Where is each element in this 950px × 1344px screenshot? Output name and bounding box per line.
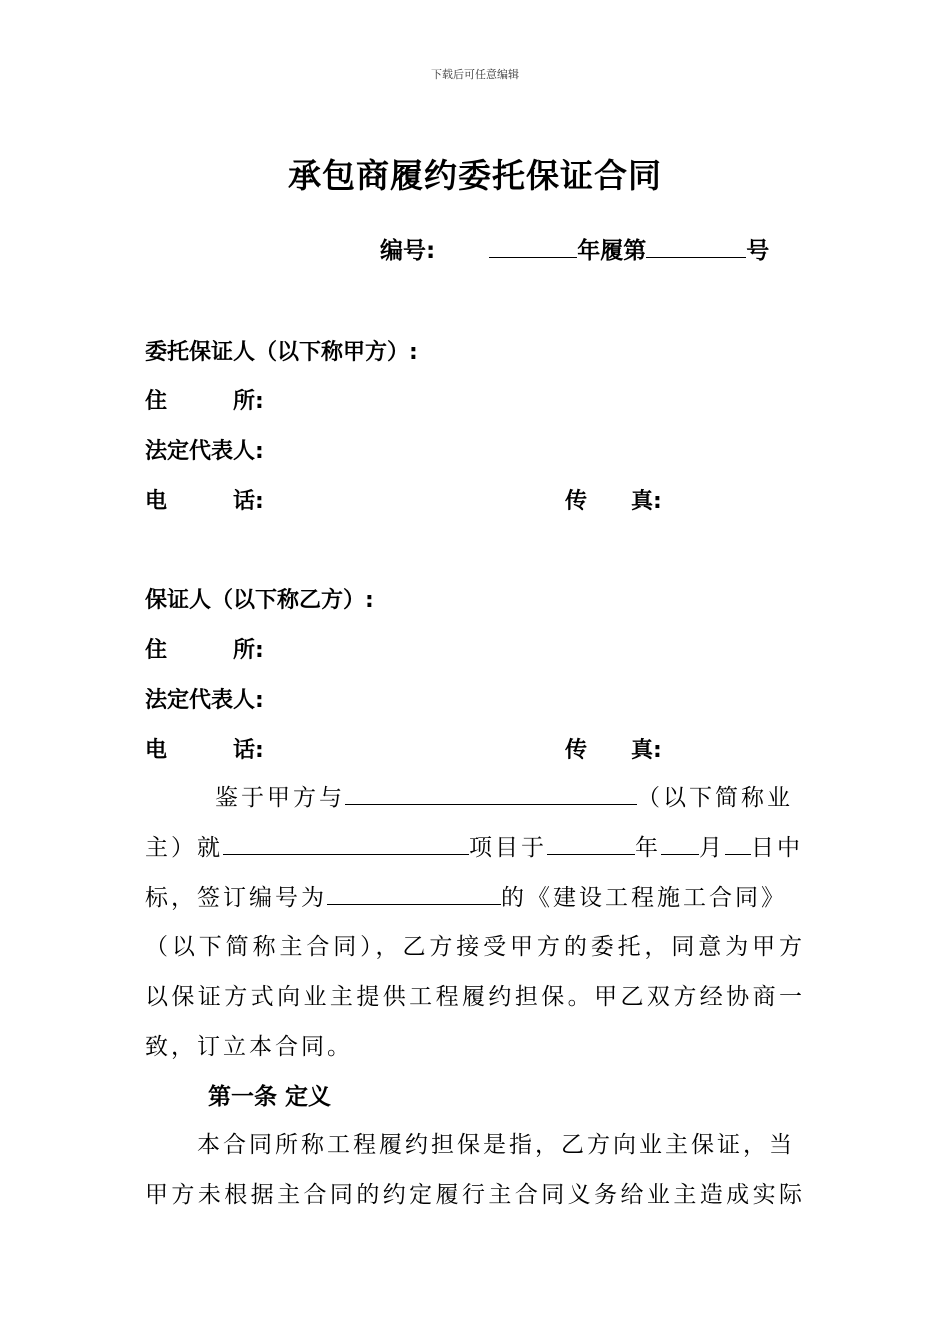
document-title: 承包商履约委托保证合同 — [288, 156, 662, 195]
header-note: 下载后可任意编辑 — [431, 68, 519, 81]
article-1-line-1 — [145, 1128, 805, 1162]
recital-text-7: 日中 — [751, 835, 803, 861]
project-blank — [223, 830, 469, 855]
article-1-text-1: 本合同所称工程履约担保是指，乙方向业主保证，当 — [197, 1132, 795, 1158]
recital-text-3: 主）就 — [145, 835, 223, 861]
owner-blank — [345, 780, 637, 805]
recital-text-2: （以下简称业 — [637, 785, 793, 811]
year-date-blank — [547, 830, 635, 855]
serial-blank — [646, 235, 746, 258]
recital-text-9: 的《建设工程施工合同》 — [501, 885, 787, 911]
contract-number-line — [380, 232, 769, 265]
recital-text-8: 标，签订编号为 — [145, 885, 327, 911]
party-b-fax-label: 传 真: — [565, 738, 662, 763]
article-1-heading: 第一条 定义 — [208, 1084, 332, 1110]
recital-text-4: 项目于 — [469, 835, 547, 861]
party-a-fax-label: 传 真: — [565, 489, 662, 514]
number-suffix: 号 — [746, 238, 770, 264]
party-a-phone-label: 电 话: — [145, 489, 264, 514]
recital-text-5: 年 — [635, 835, 661, 861]
number-label: 编号: — [380, 238, 436, 264]
year-text: 年履第 — [577, 238, 647, 264]
party-a-rep-label: 法定代表人: — [145, 439, 264, 464]
recital-text-1: 鉴于甲方与 — [215, 785, 345, 811]
year-blank — [489, 235, 577, 258]
party-b-rep-label: 法定代表人: — [145, 688, 264, 713]
recital-line-6: 致，订立本合同。 — [145, 1034, 353, 1060]
recital-line-2 — [145, 830, 805, 864]
recital-line-5: 以保证方式向业主提供工程履约担保。甲乙双方经协商一 — [145, 984, 805, 1010]
party-b-phone-label: 电 话: — [145, 738, 264, 763]
day-blank — [725, 830, 751, 855]
recital-line-1 — [145, 780, 805, 814]
recital-text-6: 月 — [699, 835, 725, 861]
contract-number-blank — [327, 880, 501, 905]
recital-line-4: （以下简称主合同），乙方接受甲方的委托，同意为甲方 — [145, 934, 805, 960]
party-b-heading: 保证人（以下称乙方）: — [145, 588, 374, 613]
party-a-heading: 委托保证人（以下称甲方）: — [145, 340, 418, 365]
article-1-line-2: 甲方未根据主合同的约定履行主合同义务给业主造成实际 — [145, 1182, 805, 1208]
month-blank — [661, 830, 699, 855]
party-a-address-label: 住 所: — [145, 389, 264, 414]
recital-line-3 — [145, 880, 805, 914]
party-b-address-label: 住 所: — [145, 638, 264, 663]
